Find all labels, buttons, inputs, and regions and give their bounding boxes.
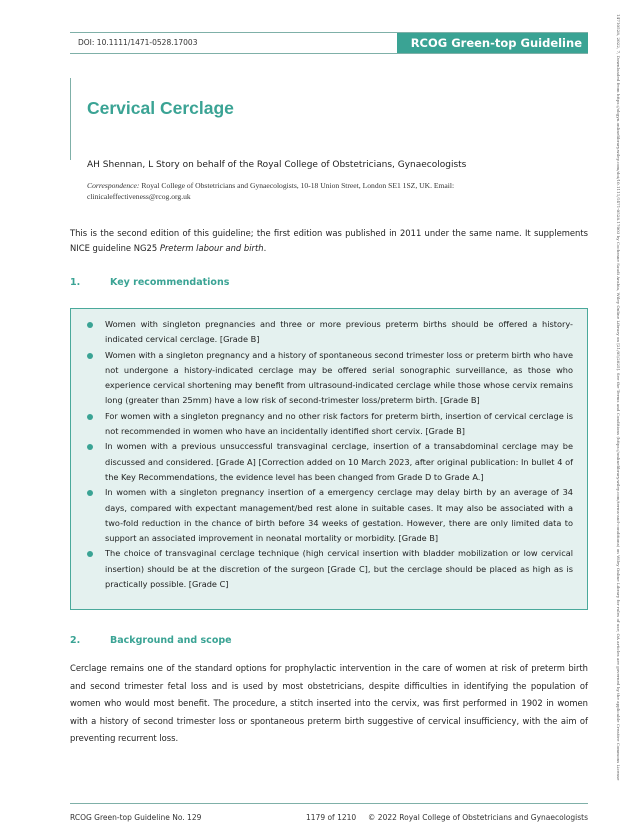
doi-text[interactable]: DOI: 10.1111/1471-0528.17003 [78,38,198,47]
bullet-icon [87,414,93,420]
recommendation-item [85,485,573,546]
bullet-icon [87,444,93,450]
correspondence [87,180,557,202]
authors: AH Shennan, L Story on behalf of the Royal College of Obstetricians, Gynaecologists [87,160,467,170]
recommendation-text: In women with a previous unsuccessful transvaginal cerclage, insertion of a transabdominal cerclage may be discussed and considered. [Grade A] [Correction added on 10 March 2023, after original publication: In bullet 4 of the Key Recommendations, the evidence level has been changed from Grade D to Grade A.] [105,441,573,482]
background-paragraph: Cerclage remains one of the standard options for prophylactic intervention in the care of women at risk of preterm birth and second trimester fetal loss and is used by most obstetricians, despite difficulties in identifying the population of women who would most benefit. The procedure, a stitch inserted into the cervix, was first performed in 1902 in women with a history of second trimester loss or spontaneous preterm birth suggestive of cervical insufficiency, with the aim of preventing recurrent loss. [70,663,588,743]
section-title: Background and scope [110,635,232,646]
footer-copyright: © 2022 Royal College of Obstetricians and Gynaecologists [367,813,588,822]
recommendation-item [85,439,573,485]
section-title: Key recommendations [110,277,230,288]
recommendation-text: Women with singleton pregnancies and three or more previous preterm births should be offered a history-indicated cervical cerclage. [Grade B] [105,319,573,345]
correspondence-text: Royal College of Obstetricians and Gynaecologists, 10-18 Union Street, London SE1 1SZ, UK. Email: clinicaleffectiveness@rcog.org.uk [87,181,455,201]
key-recommendations-box [70,308,588,610]
bullet-icon [87,490,93,496]
footer-page-number: 1179 of 1210 [306,813,357,822]
section-number: 1. [70,277,81,288]
recommendation-text: For women with a singleton pregnancy and no other risk factors for preterm birth, insertion of cervical cerclage is not recommended in women who have an incidentally identified short cervix. [Grade B] [105,410,573,437]
intro-paragraph [70,226,588,256]
footer-guideline-number: RCOG Green-top Guideline No. 129 [70,813,202,822]
recommendation-item [85,348,573,409]
recommendation-text: Women with a singleton pregnancy and a history of spontaneous second trimester loss or preterm birth who have not undergone a history-indicated cerclage may be offered serial sonographic surveillance, as those who experience cervical shortening may benefit from ultrasound-indicated cerclage while those whose cervix remains long (greater than 25mm) have a low risk of second-trimester loss/preterm birth. [Grade B] [105,349,573,406]
recommendation-item [85,409,573,440]
page-title: Cervical Cerclage [87,98,234,118]
section-heading-key-recommendations [70,277,229,288]
title-rule [70,78,71,160]
footer-rule [70,803,588,804]
recommendation-item [85,317,573,348]
recommendation-item [85,546,573,592]
series-badge: RCOG Green-top Guideline [397,33,588,53]
nice-guideline-title: Preterm labour and birth [159,243,264,253]
recommendations-list [85,317,573,592]
intro-text: This is the second edition of this guideline; the first edition was published in 2011 under the same name. It supplements NICE guideline NG25 [70,228,588,253]
bullet-icon [87,353,93,359]
intro-end: . [263,243,267,253]
download-notice-text: 14710528, 2022, 7, Downloaded from https://obgyn.onlinelibrary.wiley.com/doi/10.1111/1471-0528.17003 by Cochrane Saudi Arabia, Wiley Online Library on [21/05/2025]. See the Terms and Conditions (https://onlinelibrary.wiley.com/terms-and-conditions) on Wiley Online Library for rules of use; OA articles are governed by the applicable Creative Commons License [616,14,621,781]
section-heading-background [70,635,232,646]
section-number: 2. [70,635,81,646]
recommendation-text: In women with a singleton pregnancy insertion of a emergency cerclage may delay birth by an average of 34 days, compared with expectant management/bed rest alone in suitable cases. It may also be associated with a two-fold reduction in the chance of birth before 34 weeks of gestation. However, there are only limited data to support an associated improvement in neonatal mortality or morbidity. [Grade B] [105,487,573,544]
bullet-icon [87,322,93,328]
page-header [70,32,588,54]
correspondence-label: Correspondence: [87,181,140,190]
bullet-icon [87,551,93,557]
download-side-note [610,14,626,824]
recommendation-text: The choice of transvaginal cerclage technique (high cervical insertion with bladder mobilization or low cervical insertion) should be at the discretion of the surgeon [Grade C], but the cerclage should be placed as high as is practically possible. [Grade C] [105,548,573,590]
